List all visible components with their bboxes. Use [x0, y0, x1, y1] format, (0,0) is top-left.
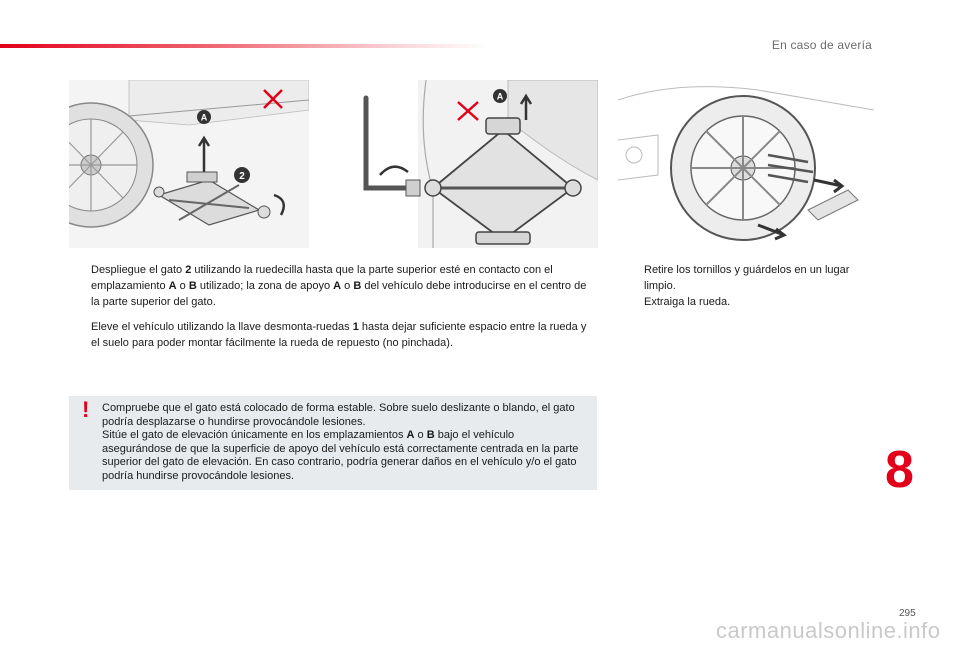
step-extend-jack: Despliegue el gato 2 utilizando la ruedecilla hasta que la parte superior esté en contacto con el emplazamiento A o B utilizado; la zona de apoyo A o B del vehículo debe introducirse en el centro de la parte superior del gato. [91, 264, 587, 308]
instructions-right [622, 262, 882, 310]
step-raise-vehicle: Eleve el vehículo utilizando la llave desmonta-ruedas 1 hasta dejar suficiente espacio entre la rueda y el suelo para poder montar fácilmente la rueda de repuesto (no pinchada). [91, 321, 587, 349]
step-remove-bolts: Retire los tornillos y guárdelos en un lugar limpio. [644, 264, 850, 292]
watermark: carmanualsonline.info [716, 618, 941, 643]
jack-raising-illustration [358, 80, 598, 248]
step-remove-wheel: Extraiga la rueda. [644, 296, 731, 308]
crank-handle-icon [366, 98, 420, 196]
page-number: 295 [899, 608, 916, 619]
point-a-label: A [200, 112, 208, 123]
rotate-arrow-icon [380, 167, 408, 175]
instructions-left [69, 262, 597, 360]
figure-wheel-removal [618, 80, 874, 248]
jack-placement-illustration [69, 80, 309, 248]
section-title: En caso de avería [771, 38, 872, 52]
warning-exclamation-icon: ! [82, 397, 90, 422]
wheel-removal-illustration [618, 80, 874, 248]
figure-jack-placement [69, 80, 309, 248]
chapter-number: 8 [885, 441, 914, 499]
warning-box [69, 396, 597, 490]
figure-jack-raising [358, 80, 598, 248]
jack-2-label: 2 [239, 171, 245, 182]
warning-paragraph-1: Compruebe que el gato está colocado de forma estable. Sobre suelo deslizante o blando, el gato podría desplazarse o hundirse provocándole lesiones. [102, 402, 575, 428]
point-a-label: A [496, 91, 504, 102]
header-accent-bar [0, 44, 490, 48]
warning-paragraph-2: Sitúe el gato de elevación únicamente en los emplazamientos A o B bajo el vehículo asegurándose de que la superficie de apoyo del vehículo está correctamente centrada en la parte superior del gato de elevación. En caso contrario, podría generar daños en el vehículo y/o el gato podría hundirse provocándole lesiones. [102, 429, 579, 482]
